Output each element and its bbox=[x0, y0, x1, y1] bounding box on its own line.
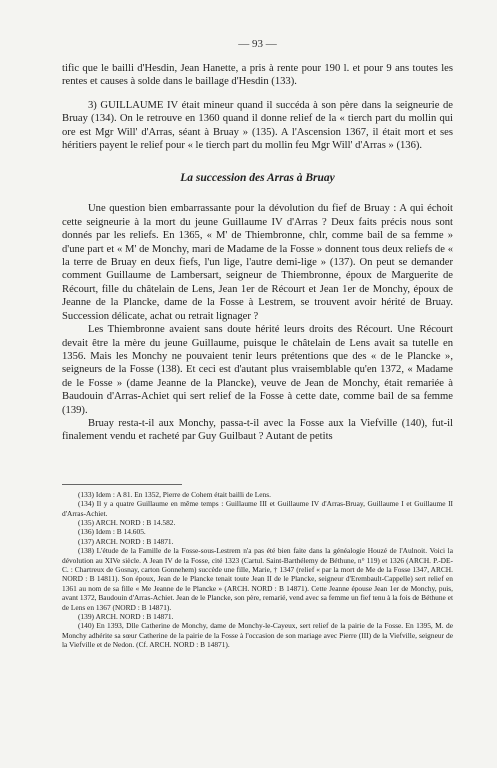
paragraph-5: Bruay resta-t-il aux Monchy, passa-t-il avec la Fosse aux la Viefville (140), fut-il finalement vendu et racheté par Guy Guilbaut ? Autant de petits bbox=[62, 417, 453, 443]
footnote-139: (139) ARCH. NORD : B 14871. bbox=[78, 612, 174, 622]
footnote-136: (136) Idem : B 14.605. bbox=[78, 527, 146, 537]
footnote-133: (133) Idem : A 81. En 1352, Pierre de Cohem était bailli de Lens. bbox=[78, 489, 271, 499]
paragraph-2: 3) GUILLAUME IV était mineur quand il succéda à son père dans la seigneurie de Bruay (134). On le retrouve en 1360 quand il donne relief de la « tierch part du mollin qui ore est Mgr Will' d'Arras, séant à Bruay » (135). A l'Ascension 1367, il était mort et ses héritiers payent le relief pour « le tierch part du mollin feu Mgr Will' d'Arras » (136). bbox=[62, 99, 453, 152]
paragraph-3: Une question bien embarrassante pour la dévolution du fief de Bruay : A qui échoit cette seigneurie à la mort du jeune Guillaume IV d'Arras ? Deux faits précis nous sont donnés par les reliefs. En 1365, « M' de Thiembronne, chlr, comme bail de sa femme » d'une part et « M' de Monchy, mari de Madame de la Fosse » donnent tous deux reliefs de « la terre de Bruay en deux fiefs, l'un lige, l'autre demi-lige » (137). On peut se demander comment Guillaume de Lambersart, seigneur de Thiembronne, époux de Marguerite de Récourt, fille du châtelain de Lens, Jean 1er de Récourt et Jean 1er de Monchy, époux de Jeanne de la Plancke, dame de la Fosse à Lestrem, se trouvent avoir hérité de Bruay. Succession délicate, achat ou retrait lignager ? bbox=[62, 203, 453, 322]
page-number: — 93 — bbox=[238, 38, 277, 50]
paragraph-4: Les Thiembronne avaient sans doute hérité leurs droits des Récourt. Une Récourt devait être la mère du jeune Guillaume, puisque le châtelain de Lens avait sa tutelle en 1356. Mais les Monchy ne pouvaient tenir leurs prétentions que des « de le Plancke », seigneurs de la Fosse (138). Et ceci est d'autant plus vraisemblable qu'en 1372, « Madame de le Fosse » (dame Jeanne de la Plancke), veuve de Jean de Monchy, était remariée à Baudouin d'Arras-Achiet qui sert relief de la Fosse à cette date, comme bail de sa femme (139). bbox=[62, 324, 453, 416]
footnotes bbox=[62, 490, 453, 650]
section-title: La succession des Arras à Bruay bbox=[180, 172, 335, 185]
footnote-134: (134) Il y a quatre Guillaume en même temps : Guillaume III et Guillaume IV d'Arras-Bruay, Guillaume I et Guillaume II d'Arras-Achiet. bbox=[62, 499, 453, 518]
footnote-divider bbox=[62, 484, 182, 485]
paragraph-1: tific que le bailli d'Hesdin, Jean Hanette, a pris à rente pour 190 l. et pour 9 ans toutes les rentes et causes à solde dans le baillage d'Hesdin (133). bbox=[62, 63, 453, 88]
footnote-138: (138) L'étude de la Famille de la Fosse-sous-Lestrem n'a pas été bien faite dans la généalogie Houzé de l'Aulnoit. Voici la dévolution au XIVe siècle. A Jean IV de la Fosse, cité 1323 (Cartul. Saint-Barthélemy de Béthune, n° 119) et 1326 (ARCH. P.-DE-C. : Chartreux de Gosnay, carton Gonnehem) succède une fille, Marie, † 1347 (relief « par la mort de Me de la Fosse 1347, ARCH. NORD : B 14811). Son époux, Jean de le Plancke tenait toute Jean II de le Plancke, seigneur d'Erembault-Cappelle) sert relief en 1361 au nom de sa fille « Me Jeanne de le Plancke » (ARCH. NORD : B 14871). Cette Jeanne épouse Jean 1er de Monchy, puis, avant 1372, Baudouin d'Arras-Achiet. Jean de le Plancke, son père, remarié, vend avec sa femme un fief tenu à la fois de Béthune et de Lens en 1367 (NORD : B 14871). bbox=[62, 546, 453, 612]
footnote-140: (140) En 1393, Dlle Catherine de Monchy, dame de Monchy-le-Cayeux, sert relief de la pairie de la Fosse. En 1395, M. de Monchy adhérite sa sœur Catherine de la pairie de la Fosse à l'occasion de son mariage avec Pierre (III) de la Viefville, seigneur de la Viefville et de Nedon. (Cf. ARCH. NORD : B 14871). bbox=[62, 621, 453, 650]
footnote-135: (135) ARCH. NORD : B 14.582. bbox=[78, 517, 176, 527]
footnote-137: (137) ARCH. NORD : B 14871. bbox=[78, 536, 174, 546]
